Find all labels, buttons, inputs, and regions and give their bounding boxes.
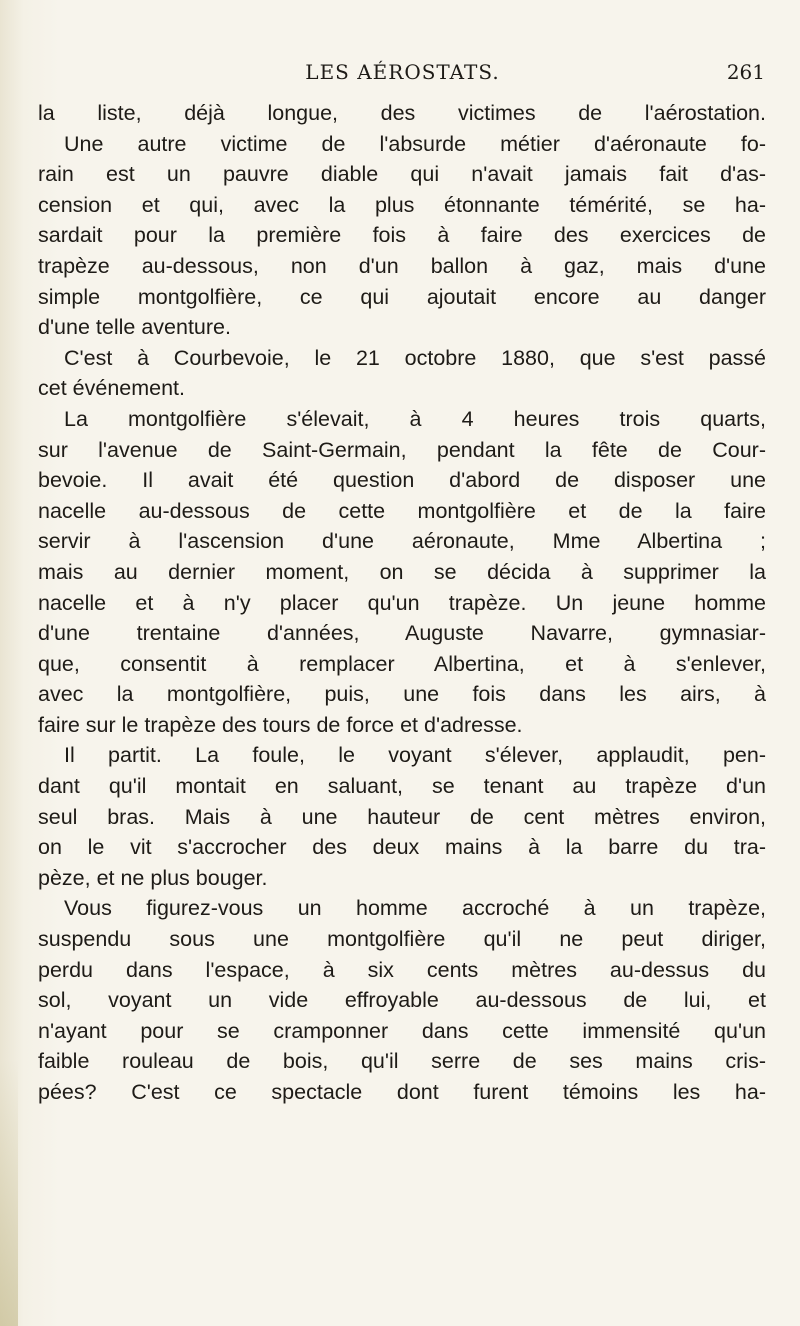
text-line: simple montgolfière, ce qui ajoutait encore au danger xyxy=(38,284,766,309)
text-line: bevoie. Il avait été question d'abord de disposer une xyxy=(38,468,766,493)
text-line: servir à l'ascension d'une aéronaute, Mme Albertina ; xyxy=(38,529,766,554)
text-line: dant qu'il montait en saluant, se tenant au trapèze d'un xyxy=(38,774,766,799)
text-line: mais au dernier moment, on se décida à supprimer la xyxy=(38,559,766,584)
text-line: Vous figurez-vous un homme accroché à un trapèze, xyxy=(64,896,766,921)
text-line: d'une trentaine d'années, Auguste Navarre, gymnasiar- xyxy=(38,621,766,646)
text-line: sardait pour la première fois à faire des exercices de xyxy=(38,223,766,248)
text-line: C'est à Courbevoie, le 21 octobre 1880, que s'est passé xyxy=(64,345,766,370)
text-line: sol, voyant un vide effroyable au-dessous de lui, et xyxy=(38,988,766,1013)
text-line: perdu dans l'espace, à six cents mètres au-dessus du xyxy=(38,957,766,982)
text-line: rain est un pauvre diable qui n'avait jamais fait d'as- xyxy=(38,162,766,187)
text-line: Il partit. La foule, le voyant s'élever, applaudit, pen- xyxy=(64,743,766,768)
text-line: trapèze au-dessous, non d'un ballon à gaz, mais d'une xyxy=(38,253,766,278)
text-line: cension et qui, avec la plus étonnante témérité, se ha- xyxy=(38,192,766,217)
page-edge-shadow xyxy=(0,1060,18,1326)
text-line: que, consentit à remplacer Albertina, et à s'enlever, xyxy=(38,651,766,676)
body-text xyxy=(38,98,766,1108)
text-line: La montgolfière s'élevait, à 4 heures trois quarts, xyxy=(64,406,766,431)
text-line: n'ayant pour se cramponner dans cette immensité qu'un xyxy=(38,1018,766,1043)
text-line: pèze, et ne plus bouger. xyxy=(38,865,268,890)
text-line: faible rouleau de bois, qu'il serre de ses mains cris- xyxy=(38,1049,766,1074)
text-line: sur l'avenue de Saint-Germain, pendant la fête de Cour- xyxy=(38,437,766,462)
text-line: faire sur le trapèze des tours de force et d'adresse. xyxy=(38,712,523,737)
page-number: 261 xyxy=(726,60,765,84)
text-line: cet événement. xyxy=(38,376,186,401)
page-header xyxy=(40,60,765,94)
text-line: nacelle au-dessous de cette montgolfière et de la faire xyxy=(38,498,766,523)
text-line: suspendu sous une montgolfière qu'il ne peut diriger, xyxy=(38,927,766,952)
text-line: avec la montgolfière, puis, une fois dans les airs, à xyxy=(38,682,766,707)
text-line: seul bras. Mais à une hauteur de cent mètres environ, xyxy=(38,804,766,829)
running-title: LES AÉROSTATS. xyxy=(305,60,500,84)
text-line: Une autre victime de l'absurde métier d'aéronaute fo- xyxy=(64,131,766,156)
text-line: nacelle et à n'y placer qu'un trapèze. Un jeune homme xyxy=(38,590,766,615)
text-line: on le vit s'accrocher des deux mains à la barre du tra- xyxy=(38,835,766,860)
text-line: d'une telle aventure. xyxy=(38,315,231,340)
text-line: pées? C'est ce spectacle dont furent témoins les ha- xyxy=(38,1080,766,1104)
text-line: la liste, déjà longue, des victimes de l'aérostation. xyxy=(38,101,766,125)
